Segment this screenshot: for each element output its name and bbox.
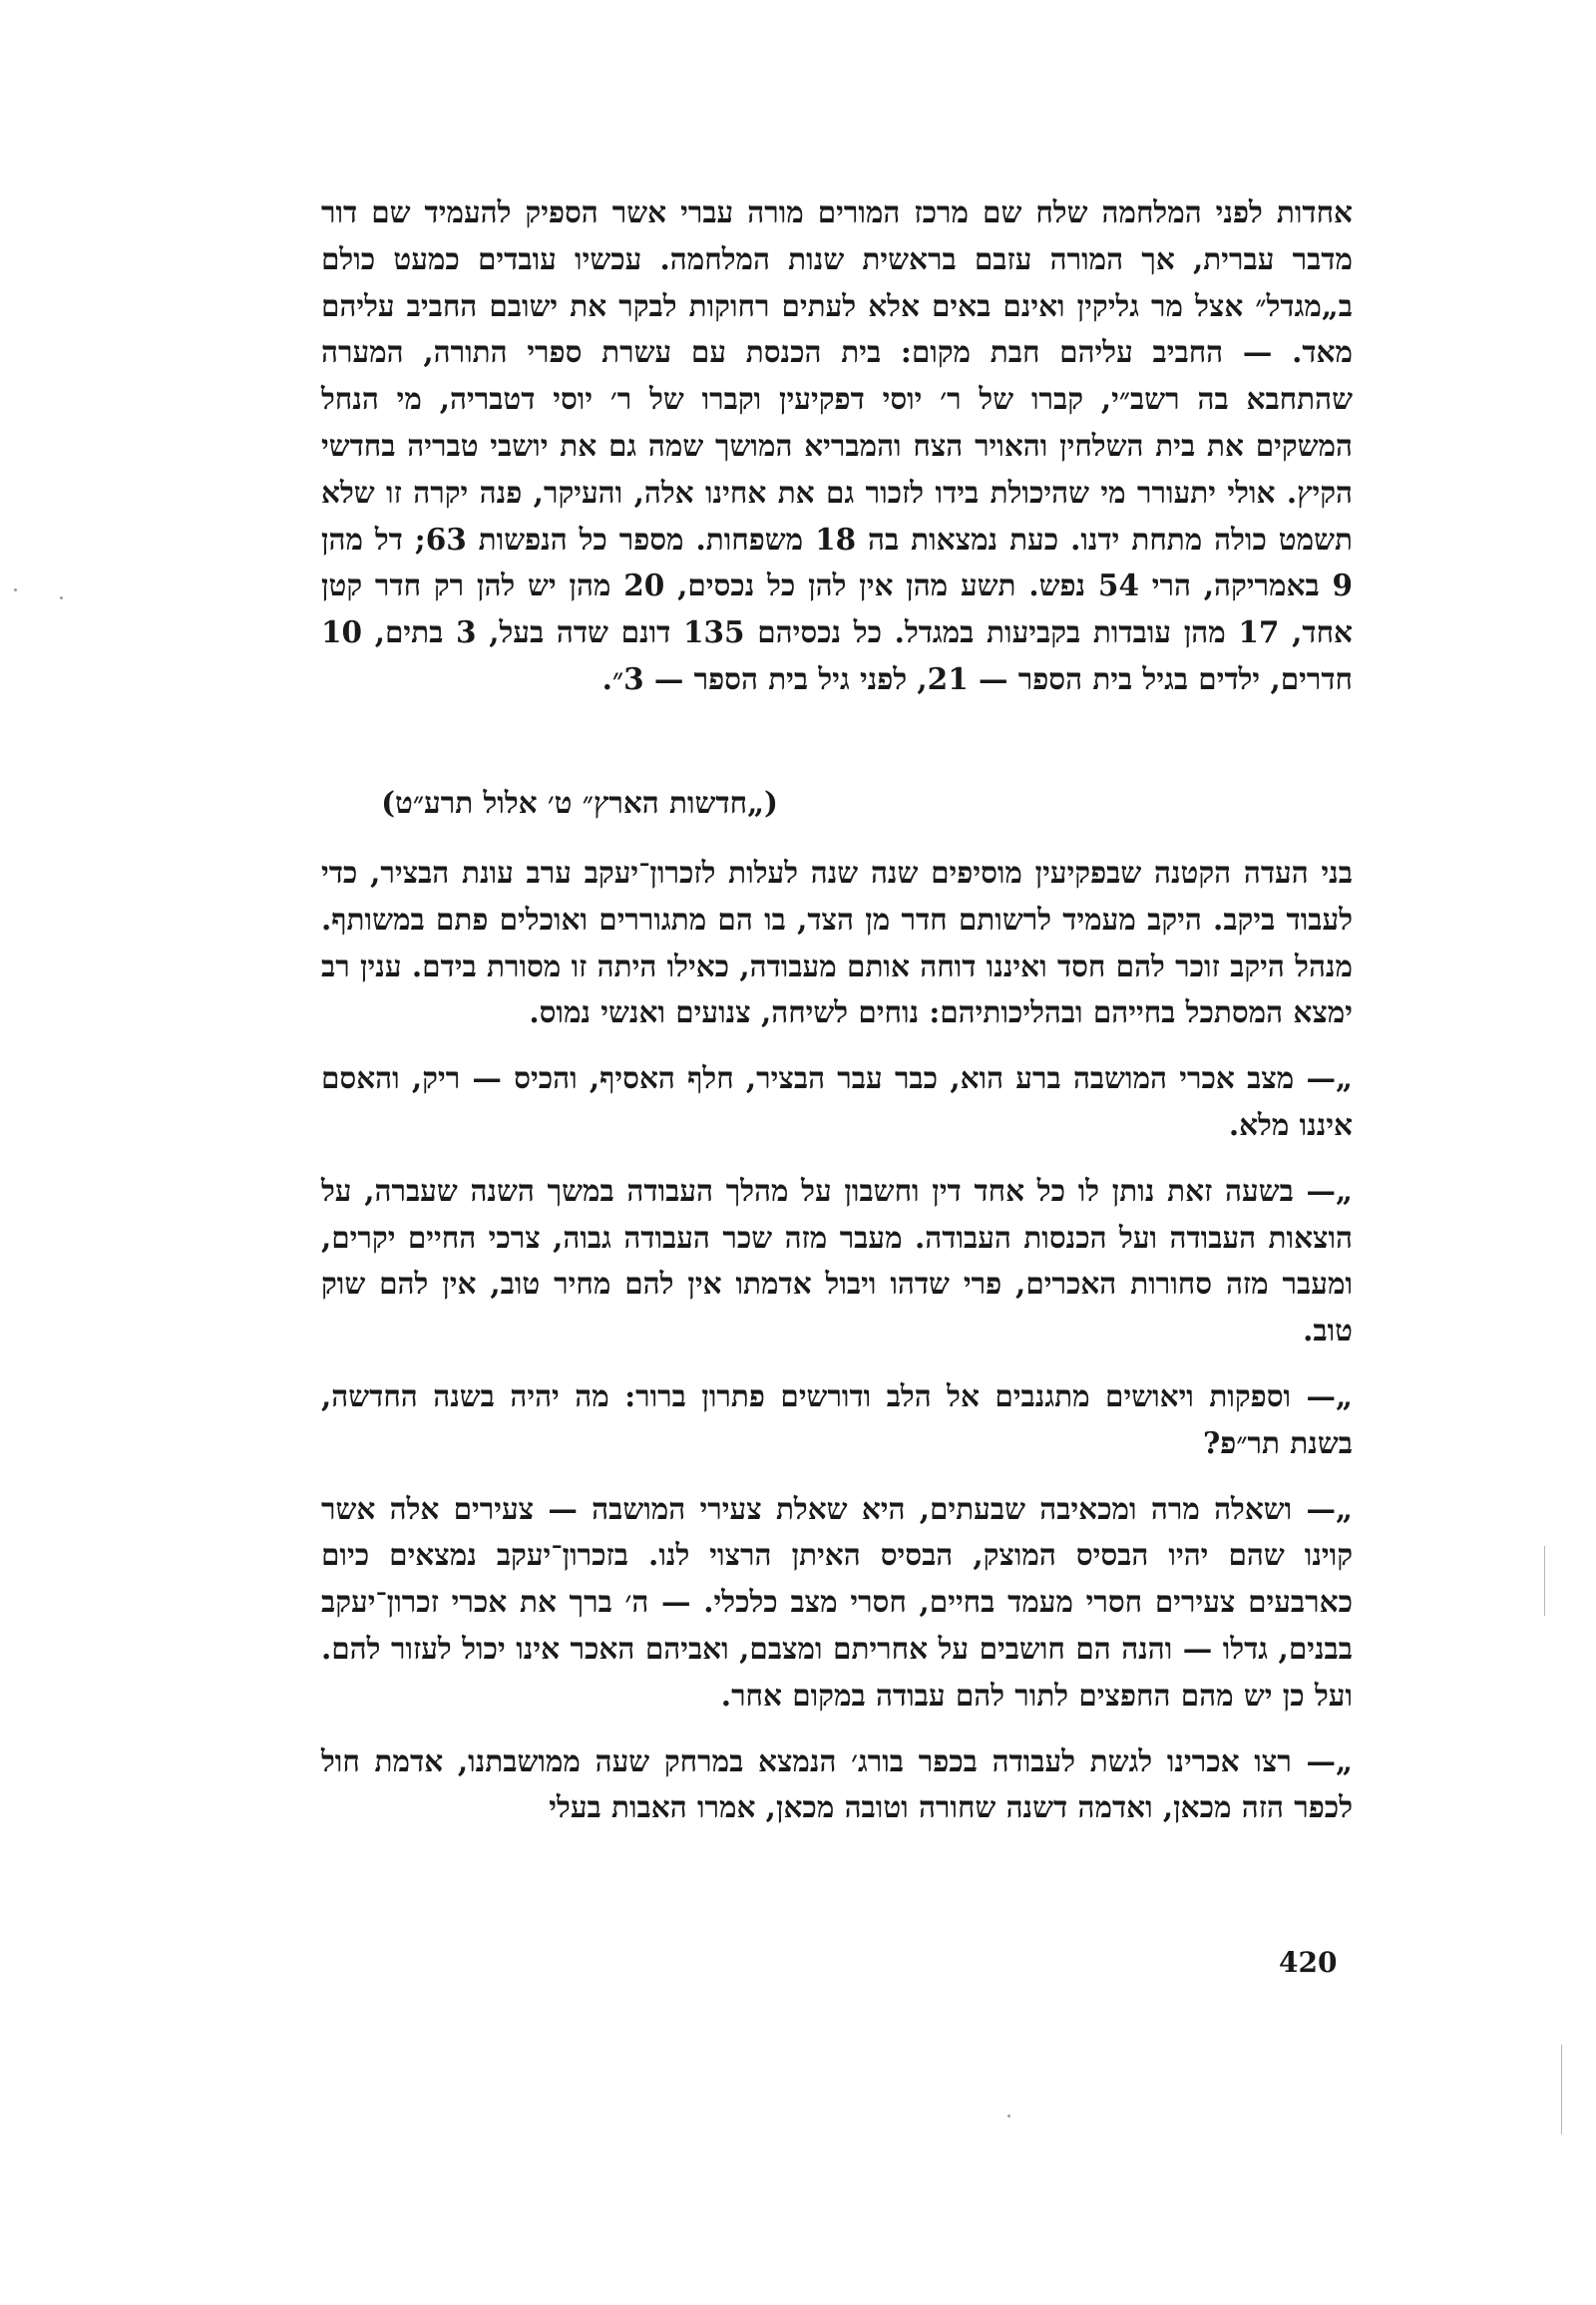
paragraph: „— ושאלה מרה ומכאיבה שבעתים, היא שאלת צעירי המושבה — צעירים אלה אשר קוינו שהם יהיו הבסיס המוצק, הבסיס האיתן הרצוי לנו. בזכרון־יעקב נמצאים כיום כארבעים צעירים חסרי מעמד בחיים, חסרי מצב כלכלי. — ה׳ ברך את אכרי זכרון־יעקב בבנים, גדלו — והנה הם חושבים על אחריתם ומצבם, ואביהם האכר אינו יכול לעזור להם. ועל כן יש מהם החפצים לתור להם עבודה במקום אחר.: [321, 1490, 1353, 1713]
scan-artifact: [14, 588, 17, 591]
scan-artifact: [1561, 2045, 1562, 2134]
article-body-top: [321, 190, 1353, 703]
paragraph: „— בשעה זאת נותן לו כל אחד דין וחשבון על מהלך העבודה במשך השנה שעברה, על הוצאות העבודה ועל הכנסות העבודה. מעבר מזה שכר העבודה גבוה, צרכי החיים יקרים, ומעבר מזה סחורות האכרים, פרי שדהו ויבול אדמתו אין להם מחיר טוב, אין להם שוק טוב.: [321, 1172, 1353, 1348]
page-number: 420: [1279, 1946, 1338, 1979]
scan-artifact: [1007, 2114, 1010, 2117]
paragraph: בני העדה הקטנה שבפקיעין מוסיפים שנה שנה לעלות לזכרון־יעקב ערב עונת הבציר, כדי לעבוד ביקב. היקב מעמיד לרשותם חדר מן הצד, בו הם מתגוררים ואוכלים פתם במשותף. מנהל היקב זוכר להם חסד ואיננו דוחה אותם מעבודה, כאילו היתה זו מסורת בידם. ענין רב ימצא המסתכל בחייהם ובהליכותיהם: נוחים לשיחה, צנועים ואנשי נמוס.: [321, 855, 1353, 1030]
scan-artifact: [1544, 1546, 1545, 1616]
scan-artifact: [60, 596, 63, 599]
paragraph: „— רצו אכרינו לגשת לעבודה בכפר בורג׳ הנמצא במרחק שעה ממושבתנו, אדמת חול לכפר הזה מכאן, ואדמה דשנה שחורה וטובה מכאן, אמרו האבות בעלי: [321, 1742, 1353, 1825]
paragraph: „— מצב אכרי המושבה ברע הוא, כבר עבר הבציר, חלף האסיף, והכיס — ריק, והאסם איננו מלא.: [321, 1060, 1353, 1142]
source-citation: („חדשות הארץ״ ט׳ אלול תרע״ט): [381, 785, 778, 820]
paragraph: „— וספקות ויאושים מתגנבים אל הלב ודורשים פתרון ברור: מה יהיה בשנה החדשה, בשנת תר״פ?: [321, 1377, 1353, 1460]
article-body-bottom: [321, 850, 1353, 1831]
paragraph: אחדות לפני המלחמה שלח שם מרכז המורים מורה עברי אשר הספיק להעמיד שם דור מדבר עברית, אך המורה עזבם בראשית שנות המלחמה. עכשיו עובדים כמעט כולם ב„מגדל״ אצל מר גליקין ואינם באים אלא לעתים רחוקות לבקר את ישובם החביב עליהם מאד. — החביב עליהם חבת מקום: בית הכנסת עם עשרת ספרי התורה, המערה שהתחבא בה רשב״י, קברו של ר׳ יוסי דפקיעין וקברו של ר׳ יוסי דטבריה, מי הנחל המשקים את בית השלחין והאויר הצח והמבריא המושך שמה גם את יושבי טבריה בחדשי הקיץ. אולי יתעורר מי שהיכולת בידו לזכור גם את אחינו אלה, והעיקר, פנה יקרה זו שלא תשמט כולה מתחת ידנו. כעת נמצאות בה 18 משפחות. מספר כל הנפשות 63; דל מהן 9 באמריקה, הרי 54 נפש. תשע מהן אין להן כל נכסים, 20 מהן יש להן רק חדר קטן אחד, 17 מהן עובדות בקביעות במגדל. כל נכסיהם 135 דונם שדה בעל, 3 בתים, 10 חדרים, ילדים בגיל בית הספר — 21, לפני גיל בית הספר — 3״.: [321, 194, 1354, 696]
